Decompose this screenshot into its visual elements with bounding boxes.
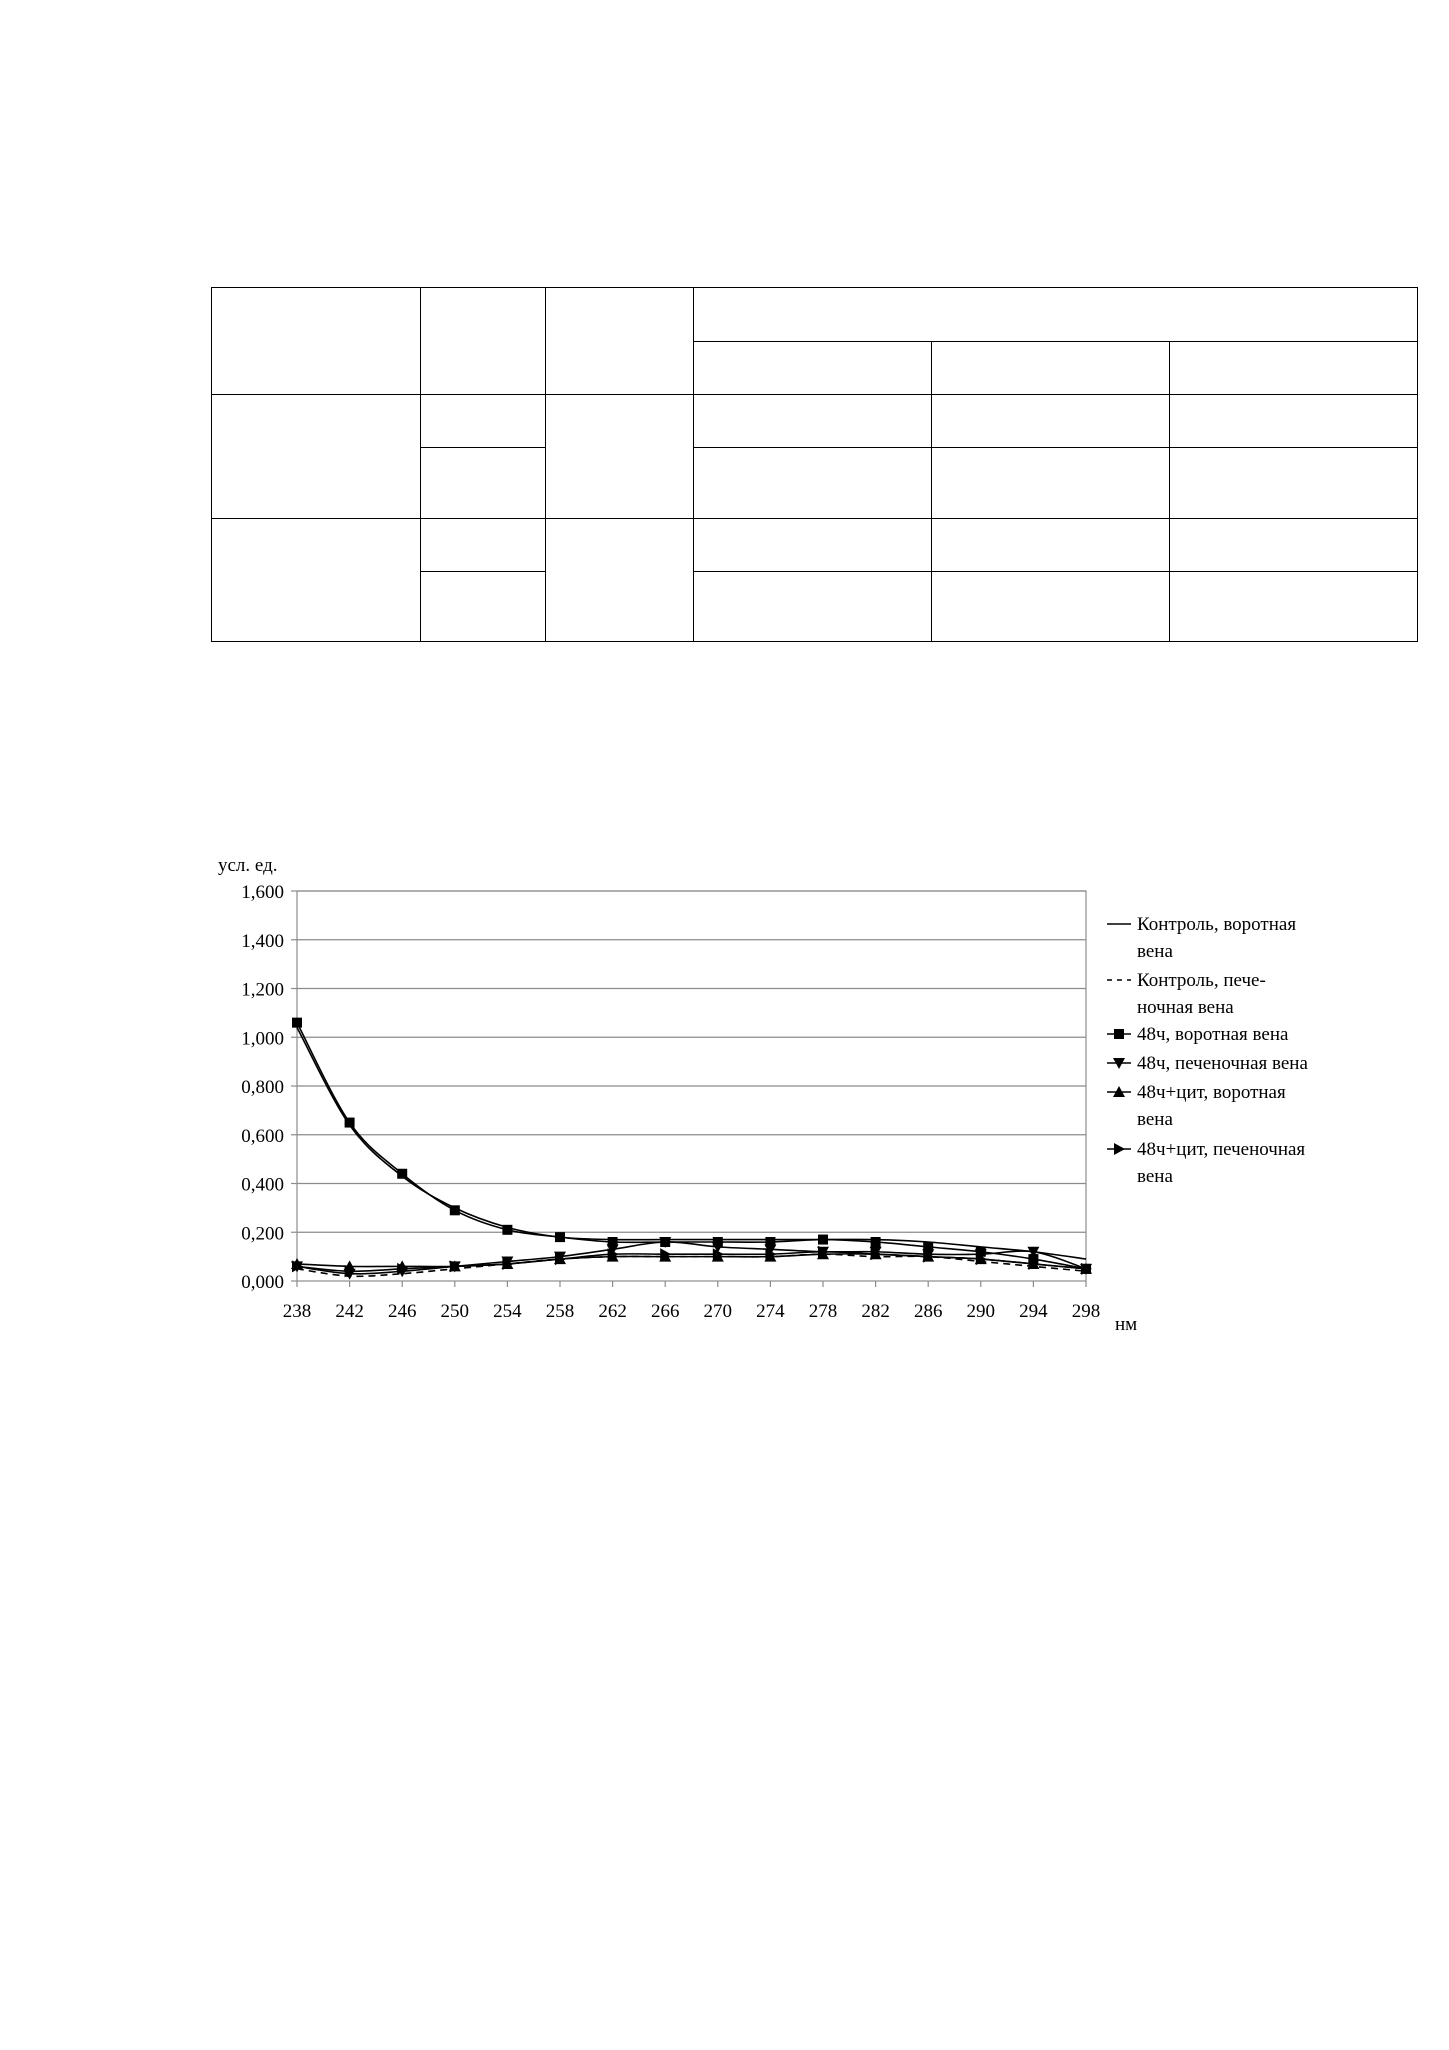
series-3-point (871, 1237, 881, 1247)
series-lines (297, 1023, 1086, 1277)
x-tick-label: 270 (703, 1301, 733, 1322)
x-tick-label: 294 (1019, 1301, 1048, 1322)
series-markers (291, 1018, 1092, 1280)
x-tick-label: 266 (650, 1301, 680, 1322)
y-tick-label: 0,600 (241, 1125, 284, 1147)
x-tick-label: 286 (913, 1301, 943, 1322)
x-tick-label: 254 (493, 1301, 522, 1322)
legend-label: ночная вена (1137, 997, 1234, 1018)
x-tick-label: 238 (282, 1301, 312, 1322)
x-tick-label: 274 (756, 1301, 785, 1322)
x-tick-label: 246 (387, 1301, 417, 1322)
x-tick-label: 278 (808, 1301, 838, 1322)
series-3-point (345, 1118, 355, 1128)
legend-entry-3 (1107, 1024, 1289, 1045)
x-tick-label: 258 (545, 1301, 575, 1322)
legend (1107, 914, 1308, 1187)
series-line-5 (297, 1254, 1086, 1269)
legend-label: 48ч+цит, печеночная (1137, 1139, 1306, 1160)
y-tick-label: 0,400 (241, 1174, 284, 1196)
grid-lines (297, 891, 1086, 1281)
y-tick-label: 1,400 (241, 930, 284, 952)
legend-swatch-marker (1114, 1029, 1124, 1039)
series-3-point (555, 1232, 565, 1242)
x-tick-label: 262 (598, 1301, 627, 1322)
x-tick-label: 250 (440, 1301, 470, 1322)
legend-label: Контроль, воротная (1137, 914, 1297, 935)
y-tick-label: 0,800 (241, 1077, 284, 1098)
y-tick-label: 1,200 (241, 979, 284, 1001)
series-3-point (397, 1169, 407, 1179)
series-3-point (818, 1235, 828, 1245)
x-tick-label: 298 (1071, 1301, 1101, 1322)
legend-label: вена (1137, 941, 1173, 962)
legend-entry-5 (1107, 1082, 1286, 1130)
legend-label: 48ч, воротная вена (1137, 1024, 1289, 1045)
legend-label: Контроль, пече- (1137, 970, 1266, 991)
x-tick-label: 242 (335, 1301, 364, 1322)
legend-label: вена (1137, 1109, 1173, 1130)
series-line-1 (297, 1028, 1086, 1260)
series-3-point (292, 1018, 302, 1028)
legend-swatch-marker (1114, 1143, 1125, 1155)
legend-entry-6 (1107, 1139, 1305, 1187)
legend-label: вена (1137, 1166, 1173, 1187)
legend-label: 48ч, печеночная вена (1137, 1053, 1308, 1074)
series-3-point (502, 1225, 512, 1235)
series-3-point (450, 1205, 460, 1215)
legend-entry-4 (1107, 1053, 1308, 1074)
y-axis-label: усл. ед. (218, 855, 278, 876)
legend-entry-1 (1107, 914, 1296, 962)
legend-entry-2 (1107, 970, 1266, 1018)
y-tick-label: 1,000 (241, 1028, 284, 1050)
y-tick-label: 1,600 (241, 882, 284, 903)
x-tick-label: 282 (861, 1301, 890, 1322)
x-axis-label: нм (1115, 1314, 1138, 1335)
legend-label: 48ч+цит, воротная (1137, 1082, 1286, 1103)
y-tick-label: 0,000 (241, 1272, 284, 1293)
y-tick-label: 0,200 (241, 1223, 284, 1245)
x-tick-label: 290 (966, 1301, 996, 1322)
